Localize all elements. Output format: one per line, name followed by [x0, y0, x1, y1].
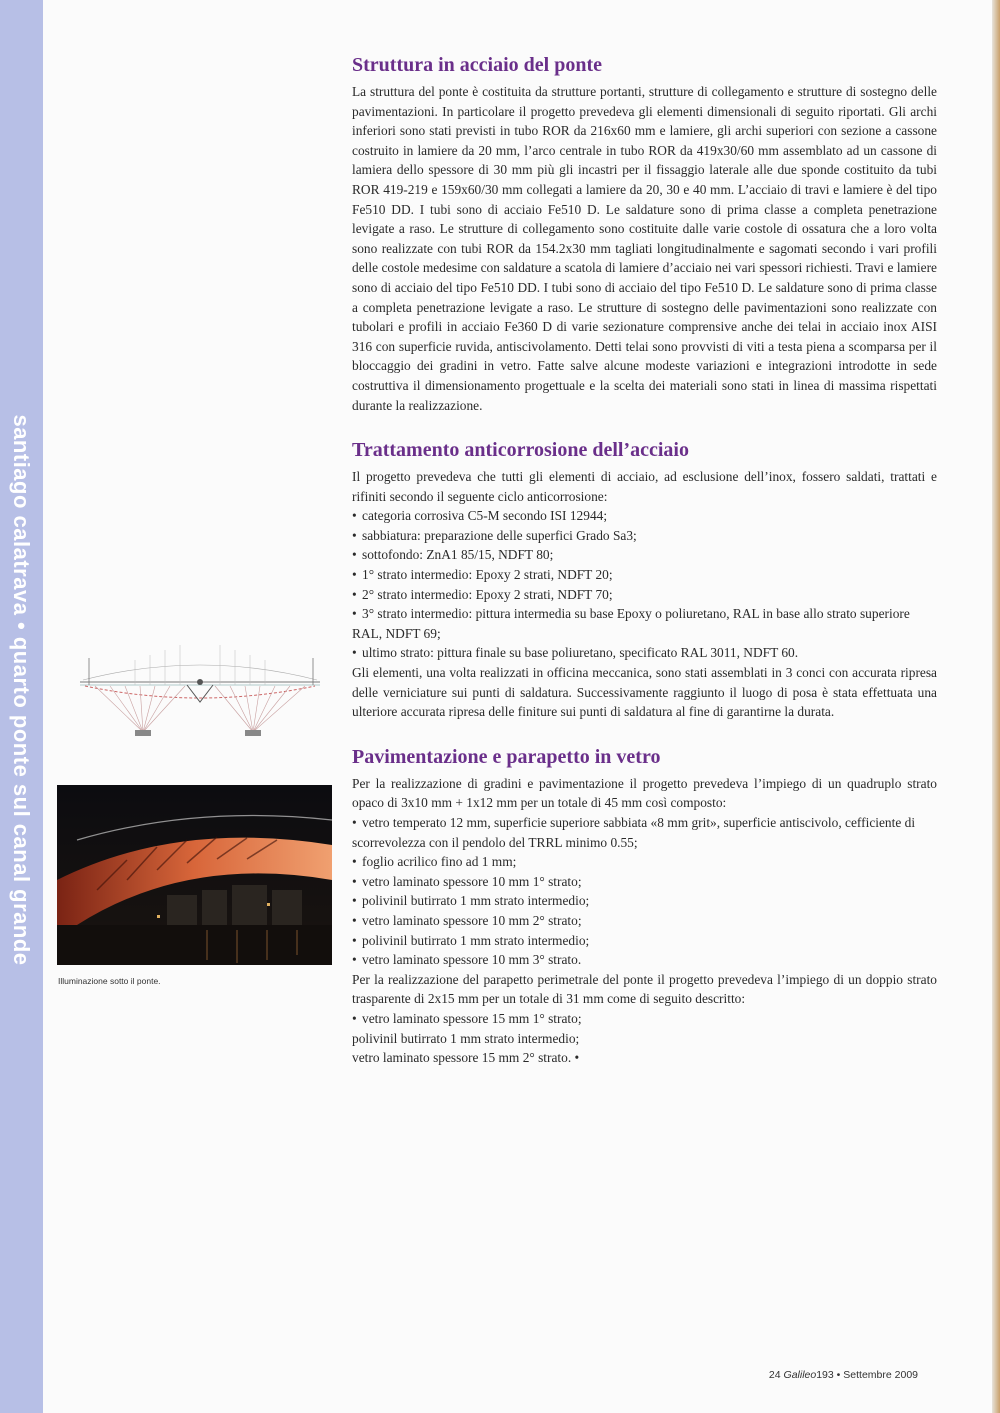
list-item: • polivinil butirrato 1 mm strato intermedio; — [352, 932, 590, 948]
text-line: vetro laminato spessore 15 mm 2° strato. • — [352, 1050, 580, 1066]
next-page-edge — [992, 0, 1000, 1413]
section-glass-paving — [352, 744, 937, 1068]
list-item: • 2° strato intermedio: Epoxy 2 strati, NDFT 70; — [352, 586, 613, 602]
footer-separator: • — [836, 1369, 841, 1381]
list-item: • categoria corrosiva C5-M secondo ISI 12944; — [352, 508, 608, 524]
list-item: • vetro laminato spessore 10 mm 2° strato; — [352, 912, 582, 928]
list-item: • vetro laminato spessore 10 mm 1° strato; — [352, 873, 582, 889]
paragraph: Il progetto prevedeva che tutti gli elementi di acciaio, ad esclusione dell’inox, fossero saldati, trattati e rifiniti secondo il seguente ciclo anticorrosione: — [352, 469, 937, 504]
page-number: 24 — [768, 1369, 781, 1381]
bullet-list — [352, 813, 937, 970]
paragraph: Per la realizzazione del parapetto perimetrale del ponte il progetto prevedeva l’impiego di un doppio strato trasparente di 2x15 mm per un totale di 31 mm come di seguito descritto: — [352, 971, 937, 1007]
section-steel-structure — [352, 52, 937, 415]
article-body — [352, 52, 937, 1090]
section-title: Pavimentazione e parapetto in vetro — [352, 745, 661, 768]
paragraph: Gli elementi, una volta realizzati in officina meccanica, sono stati assemblati in 3 conci con accurata ripresa delle verniciature sui punti di saldatura. Successivamente raggiunto il luogo di posa è stata effettuata una ulteriore accurata ripresa delle finiture sui punti di saldatura al fine di garantirne la durata. — [352, 665, 937, 720]
side-band — [0, 0, 43, 1413]
bridge-night-photo — [57, 785, 332, 965]
issue-date: Settembre 2009 — [843, 1369, 918, 1381]
bullet-list — [352, 1009, 937, 1029]
paragraph: La struttura del ponte è costituita da strutture portanti, strutture di collegamento e strutture di sostegno delle pavimentazioni. In particolare il progetto prevedeva gli elementi dimensionali di seguito riportati. Gli archi inferiori sono stati previsti in tubo ROR da 216x60 mm e lamiere, gli archi superiori con sezione a cassone costruito in lamiere da 20 mm, l’arco centrale in tubo ROR da 419x30/60 mm assemblato ad un cassone di lamiera dello spessore di 30 mm più gli incastri per il fissaggio laterale alle due sponde costituito da tubi ROR 419-219 e 159x60/30 mm collegati a lamiere da 20, 30 e 40 mm. L’acciaio di travi e lamiere è del tipo Fe510 DD. I tubi sono di acciaio Fe510 D. Le saldature sono di prima classe a completa penetrazione levigate a raso. Le strutture di collegamento sono costituite dalle varie costole di ossatura che a loro volta sono realizzate con tubi ROR da 154.2x30 mm tagliati longitudinalmente e sagomati secondo i vari profili delle costole medesime con saldature a scatola di lamiere d’acciaio nei vari spessori richiesti. Travi e lamiere sono di acciaio del tipo Fe510 DD. I tubi sono di acciaio del tipo Fe510 D. Le saldature sono di prima classe a completa penetrazione levigate a raso. Le strutture di sostegno delle pavimentazioni sono realizzate con tubolari e profili in acciaio Fe360 D di varie sezionature comprensive anche dei telai in acciaio inox AISI 316 con superficie ruvida, antiscivolamento. Detti telai sono provvisti di viti a testa piena a scomparsa per il bloccaggio dei gradini in vetro. Fatte salve alcune modeste variazioni e integrazioni introdotte in sede costruttiva il dimensionamento progettuale e la scelta dei materiali sono stati in linea di massima rispettati durante la realizzazione. — [352, 84, 937, 413]
text-line: polivinil butirrato 1 mm strato intermedio; — [352, 1030, 580, 1046]
issue-number: 193 — [816, 1369, 834, 1381]
magazine-name: Galileo — [783, 1369, 817, 1381]
section-anticorrosion — [352, 437, 937, 722]
section-title: Struttura in acciaio del ponte — [352, 54, 602, 76]
list-item: • 3° strato intermedio: pittura intermedia su base Epoxy o poliuretano, RAL in base allo strato superiore RAL, NDFT 69; — [352, 606, 910, 641]
list-item: • foglio acrilico fino ad 1 mm; — [352, 854, 517, 870]
photo-caption: Illuminazione sotto il ponte. — [58, 976, 161, 986]
list-item: • sottofondo: ZnA1 85/15, NDFT 80; — [352, 547, 554, 563]
section-title: Trattamento anticorrosione dell’acciaio — [352, 439, 689, 462]
bridge-elevation-diagram — [75, 640, 325, 750]
list-item: • polivinil butirrato 1 mm strato intermedio; — [352, 893, 590, 909]
list-item: • sabbiatura: preparazione delle superfici Grado Sa3; — [352, 527, 637, 543]
page-footer — [769, 1369, 918, 1381]
list-item: • vetro laminato spessore 10 mm 3° strato. — [352, 952, 582, 968]
list-item: • 1° strato intermedio: Epoxy 2 strati, NDFT 20; — [352, 567, 613, 583]
list-item: • vetro laminato spessore 15 mm 1° strato; — [352, 1010, 582, 1026]
list-item: • ultimo strato: pittura finale su base poliuretano, specificato RAL 3011, NDFT 60. — [352, 645, 799, 661]
list-item: • vetro temperato 12 mm, superficie superiore sabbiata «8 mm grit», superficie antiscivolo, cefficiente di scorrevolezza con il pendolo del TRRL minimo 0.55; — [352, 815, 916, 850]
side-label: santiago calatrava • quarto ponte sul canal grande — [9, 414, 34, 966]
paragraph: Per la realizzazione di gradini e pavimentazione il progetto prevedeva l’impiego di un quadruplo strato opaco di 3x10 mm + 1x12 mm per un totale di 45 mm così composto: — [352, 775, 937, 811]
bullet-list — [352, 506, 937, 663]
